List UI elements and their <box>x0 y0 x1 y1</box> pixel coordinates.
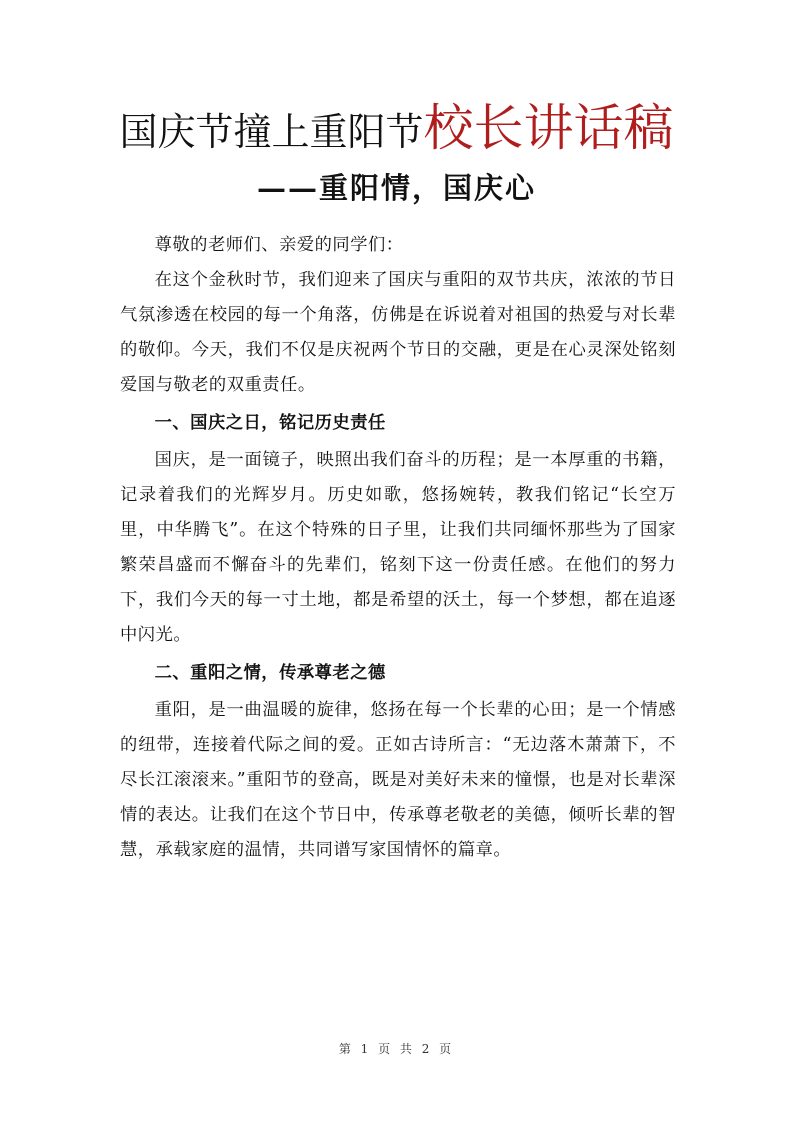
document-subtitle: ——重阳情，国庆心 <box>256 171 536 205</box>
section-heading-1: 一、国庆之日，铭记历史责任 <box>154 413 386 433</box>
salutation: 尊敬的老师们、亲爱的同学们： <box>154 235 404 255</box>
document-title <box>0 100 793 160</box>
page-number-footer: 第 1 页 共 2 页 <box>338 1042 455 1056</box>
document-body <box>120 228 676 868</box>
section-paragraph-2: 重阳，是一曲温暖的旋律，悠扬在每一个长辈的心田；是一个情感的纽带，连接着代际之间的爱。正如古诗所言：“无边落木萧萧下，不尽长江滚滚来。”重阳节的登高，既是对美好未来的憧憬，也是对长辈深情的表达。让我们在这个节日中，传承尊老敬老的美德，倾听长辈的智慧，承载家庭的温情，共同谱写家国情怀的篇章。 <box>120 700 676 860</box>
section-heading-2: 二、重阳之情，传承尊老之德 <box>154 663 386 683</box>
section-paragraph-1: 国庆，是一面镜子，映照出我们奋斗的历程；是一本厚重的书籍，记录着我们的光辉岁月。历史如歌，悠扬婉转，教我们铭记“长空万里，中华腾飞”。在这个特殊的日子里，让我们共同缅怀那些为了国家繁荣昌盛而不懈奋斗的先辈们，铭刻下这一份责任感。在他们的努力下，我们今天的每一寸土地，都是希望的沃土，每一个梦想，都在追逐中闪光。 <box>120 450 676 645</box>
title-accent: 校长讲话稿 <box>423 99 674 157</box>
title-main: 国庆节撞上重阳节 <box>119 110 424 154</box>
intro-paragraph: 在这个金秋时节，我们迎来了国庆与重阳的双节共庆，浓浓的节日气氛渗透在校园的每一个角落，仿佛是在诉说着对祖国的热爱与对长辈的敬仰。今天，我们不仅是庆祝两个节日的交融，更是在心灵深处铭刻爱国与敬老的双重责任。 <box>120 270 676 395</box>
